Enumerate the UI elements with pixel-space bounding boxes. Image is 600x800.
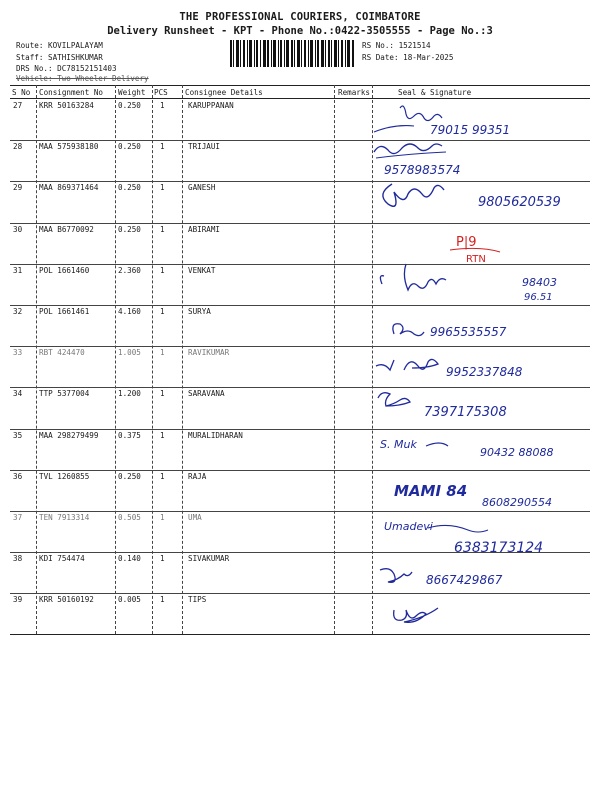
- signature-33: [376, 359, 438, 370]
- handwritten-name-35: S. Muk: [380, 438, 417, 451]
- row-pcs: 1: [160, 389, 165, 399]
- row-consignee: GANESH: [188, 183, 216, 193]
- handwritten-p9-mark: P|9: [456, 235, 477, 250]
- handwritten-name-36: MAMI 84: [394, 482, 468, 500]
- handwritten-phone-27: 79015 99351: [430, 123, 511, 137]
- row-pcs: 1: [160, 224, 165, 234]
- row-weight: 0.375: [118, 430, 141, 440]
- handwritten-phone-37: 6383173124: [454, 540, 544, 556]
- row-weight: 2.360: [118, 265, 141, 275]
- col-header-remarks: Remarks: [338, 88, 371, 97]
- row-consignee: SIVAKUMAR: [188, 554, 230, 564]
- col-header-pcs: PCS: [154, 88, 168, 97]
- row-consignment-no: KDI 754474: [39, 554, 85, 564]
- row-weight: 0.250: [118, 224, 141, 234]
- row-weight: 0.005: [118, 595, 141, 605]
- row-pcs: 1: [160, 101, 165, 110]
- row-consignment-no: POL 1661461: [39, 307, 90, 316]
- rs-date: RS Date: 18-Mar-2025: [362, 53, 454, 62]
- row-consignment-no: MAA 575938180: [39, 142, 99, 152]
- row-consignee: RAJA: [188, 471, 207, 481]
- row-sno: 39: [13, 595, 23, 605]
- row-consignee: TIPS: [188, 595, 207, 605]
- row-consignment-no: MAA 298279499: [39, 430, 99, 440]
- signature-38: [380, 569, 412, 583]
- row-consignee: VENKAT: [188, 265, 216, 275]
- row-weight: 0.140: [118, 554, 141, 564]
- signature-39: [394, 608, 438, 622]
- handwritten-rtn-mark: RTN: [466, 254, 486, 265]
- row-consignee: SARAVANA: [188, 389, 225, 399]
- col-header-consignee: Consignee Details: [185, 88, 263, 97]
- row-consignment-no: RBT 424470: [39, 348, 85, 358]
- handwritten-phone-32: 9965535557: [430, 325, 507, 339]
- row-consignment-no: KRR 50160192: [39, 595, 94, 605]
- row-consignment-no: TVL 1260855: [39, 471, 90, 481]
- signature-34: [378, 393, 410, 406]
- drs-label: DRS No.: DC78152151403: [16, 64, 117, 73]
- handwritten-phone-31a: 98403: [522, 276, 557, 289]
- header-top-line: [10, 85, 590, 86]
- row-pcs: 1: [160, 595, 165, 605]
- row-weight: 0.505: [118, 513, 141, 522]
- signature-area: [370, 100, 590, 640]
- row-pcs: 1: [160, 471, 165, 481]
- row-consignment-no: POL 1661460: [39, 265, 90, 275]
- row-sno: 35: [13, 430, 23, 440]
- row-consignee: MURALIDHARAN: [188, 430, 243, 440]
- company-title: THE PROFESSIONAL COURIERS, COIMBATORE: [179, 11, 421, 23]
- row-pcs: 1: [160, 265, 165, 275]
- row-sno: 27: [13, 101, 23, 110]
- row-sno: 32: [13, 307, 23, 316]
- handwritten-phone-38: 8667429867: [426, 573, 503, 587]
- row-pcs: 1: [160, 307, 165, 316]
- row-consignee: UMA: [188, 513, 202, 522]
- header-bottom-line: [10, 98, 590, 99]
- row-weight: 0.250: [118, 183, 141, 193]
- row-pcs: 1: [160, 183, 165, 193]
- handwritten-phone-35: 90432 88088: [480, 446, 554, 459]
- row-weight: 1.200: [118, 389, 141, 399]
- row-weight: 0.250: [118, 471, 141, 481]
- handwritten-phone-29: 9805620539: [478, 195, 561, 210]
- row-consignee: ABIRAMI: [188, 224, 221, 234]
- vehicle-label: Vehicle: Two Wheeler Delivery: [16, 74, 149, 83]
- row-weight: 4.160: [118, 307, 141, 316]
- row-pcs: 1: [160, 513, 165, 522]
- runsheet-subtitle: Delivery Runsheet - KPT - Phone No.:0422-3505555 - Page No.:3: [107, 25, 493, 37]
- row-consignment-no: TTP 5377004: [39, 389, 90, 399]
- signature-28: [374, 144, 442, 154]
- row-sno: 33: [13, 348, 23, 358]
- row-consignment-no: TEN 7913314: [39, 513, 90, 522]
- route-label: Route: KOVILPALAYAM: [16, 41, 103, 50]
- col-header-sno: S No: [12, 88, 31, 97]
- row-pcs: 1: [160, 142, 165, 152]
- rs-number: RS No.: 1521514: [362, 41, 431, 50]
- row-weight: 1.005: [118, 348, 141, 358]
- staff-label: Staff: SATHISHKUMAR: [16, 53, 103, 62]
- signature-27: [400, 106, 442, 121]
- row-sno: 30: [13, 224, 23, 234]
- row-consignment-no: MAA 869371464: [39, 183, 99, 193]
- row-consignment-no: KRR 50163284: [39, 101, 94, 110]
- row-sno: 34: [13, 389, 23, 399]
- row-sno: 28: [13, 142, 23, 152]
- handwritten-phone-34: 7397175308: [424, 405, 507, 420]
- row-consignee: KARUPPANAN: [188, 101, 234, 110]
- row-weight: 0.250: [118, 101, 141, 110]
- row-sno: 37: [13, 513, 23, 522]
- col-header-weight: Weight: [118, 88, 146, 97]
- barcode: [230, 40, 355, 67]
- row-consignee: RAVIKUMAR: [188, 348, 230, 358]
- row-consignee: TRIJAUI: [188, 142, 221, 152]
- col-header-consignment: Consignment No: [39, 88, 104, 97]
- row-consignee: SURYA: [188, 307, 211, 316]
- row-pcs: 1: [160, 430, 165, 440]
- handwritten-phone-28: 9578983574: [384, 163, 461, 177]
- row-sno: 36: [13, 471, 23, 481]
- row-consignment-no: MAA B6770092: [39, 224, 94, 234]
- signature-29: [383, 184, 444, 206]
- handwritten-phone-36: 8608290554: [482, 496, 552, 509]
- handwritten-phone-33: 9952337848: [446, 365, 523, 379]
- signature-31: [380, 264, 446, 290]
- row-sno: 31: [13, 265, 23, 275]
- row-weight: 0.250: [118, 142, 141, 152]
- row-sno: 29: [13, 183, 23, 193]
- col-header-seal: Seal & Signature: [398, 88, 472, 97]
- row-sno: 38: [13, 554, 23, 564]
- row-pcs: 1: [160, 348, 165, 358]
- row-pcs: 1: [160, 554, 165, 564]
- handwritten-name-37: Umadevi: [384, 520, 433, 533]
- handwritten-phone-31b: 96.51: [524, 292, 553, 303]
- signature-32: [393, 324, 424, 336]
